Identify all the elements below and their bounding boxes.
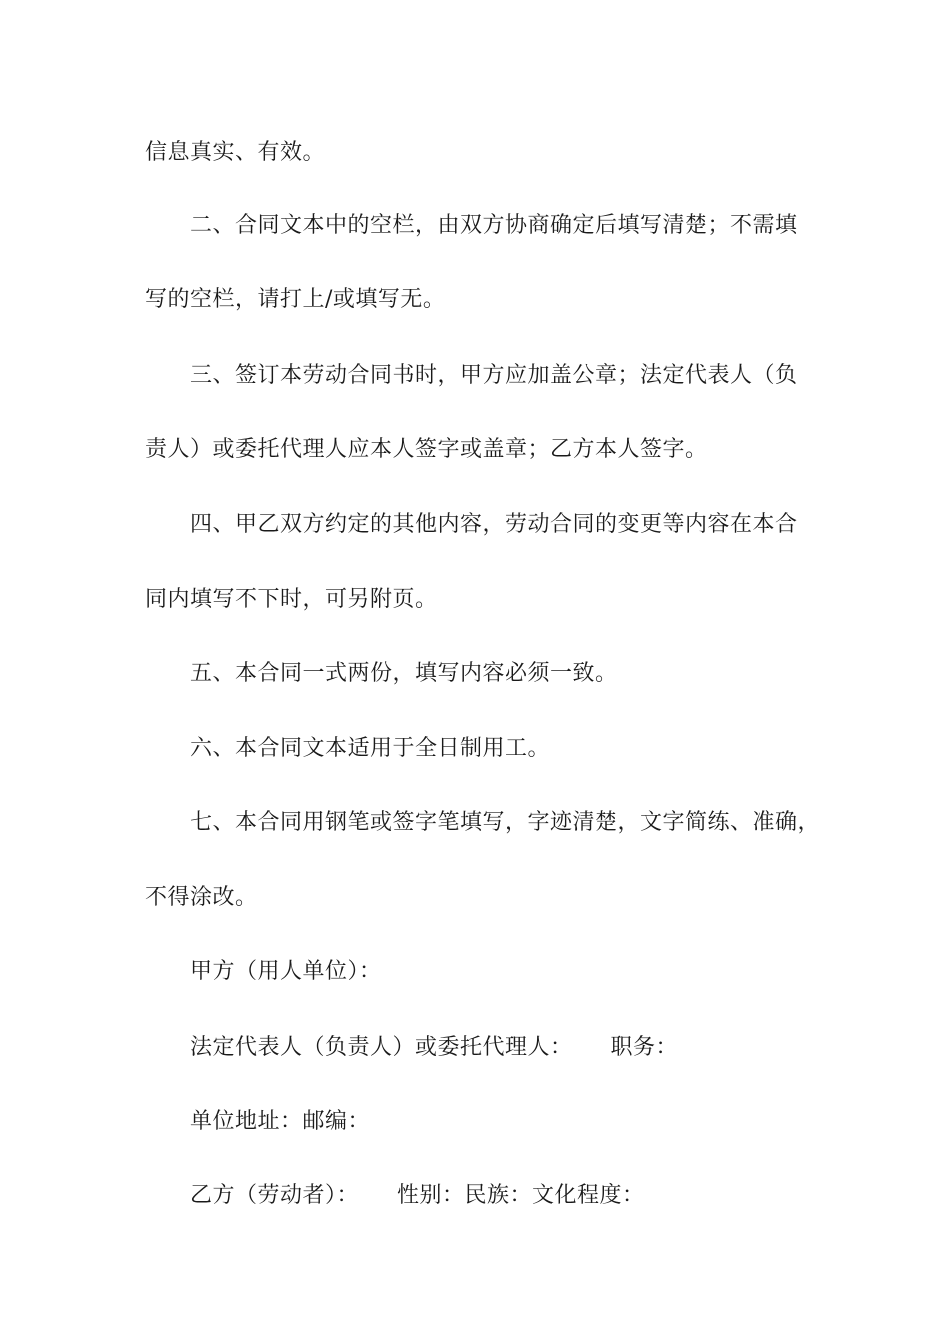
party-b-label: 乙方（劳动者）： [190,1183,360,1208]
party-b-line [190,1181,645,1211]
text-line-5: 责人）或委托代理人应本人签字或盖章；乙方本人签字。 [145,437,708,462]
text-line-8: 五、本合同一式两份，填写内容必须一致。 [190,661,618,686]
text-line-10: 七、本合同用钢笔或签字笔填写，字迹清楚，文字简练、准确， [190,810,821,835]
text-line-2: 二、合同文本中的空栏，由双方协商确定后填写清楚；不需填 [190,213,798,238]
text-line-7: 同内填写不下时，可另附页。 [145,587,438,612]
party-b-details: 性别：民族：文化程度： [397,1183,645,1208]
text-line-3: 写的空栏，请打上/或填写无。 [145,287,446,312]
text-line-4: 三、签订本劳动合同书时，甲方应加盖公章；法定代表人（负 [190,363,798,388]
party-a-label: 甲方（用人单位）： [190,959,382,984]
position-label: 职务： [610,1035,679,1060]
text-line-11: 不得涂改。 [145,885,258,910]
address-line: 单位地址：邮编： [190,1109,371,1134]
text-line-1: 信息真实、有效。 [145,140,326,165]
representative-label: 法定代表人（负责人）或委托代理人： [190,1035,573,1060]
representative-line [190,1033,678,1063]
text-line-6: 四、甲乙双方约定的其他内容，劳动合同的变更等内容在本合 [190,512,798,537]
text-line-9: 六、本合同文本适用于全日制用工。 [190,736,551,761]
